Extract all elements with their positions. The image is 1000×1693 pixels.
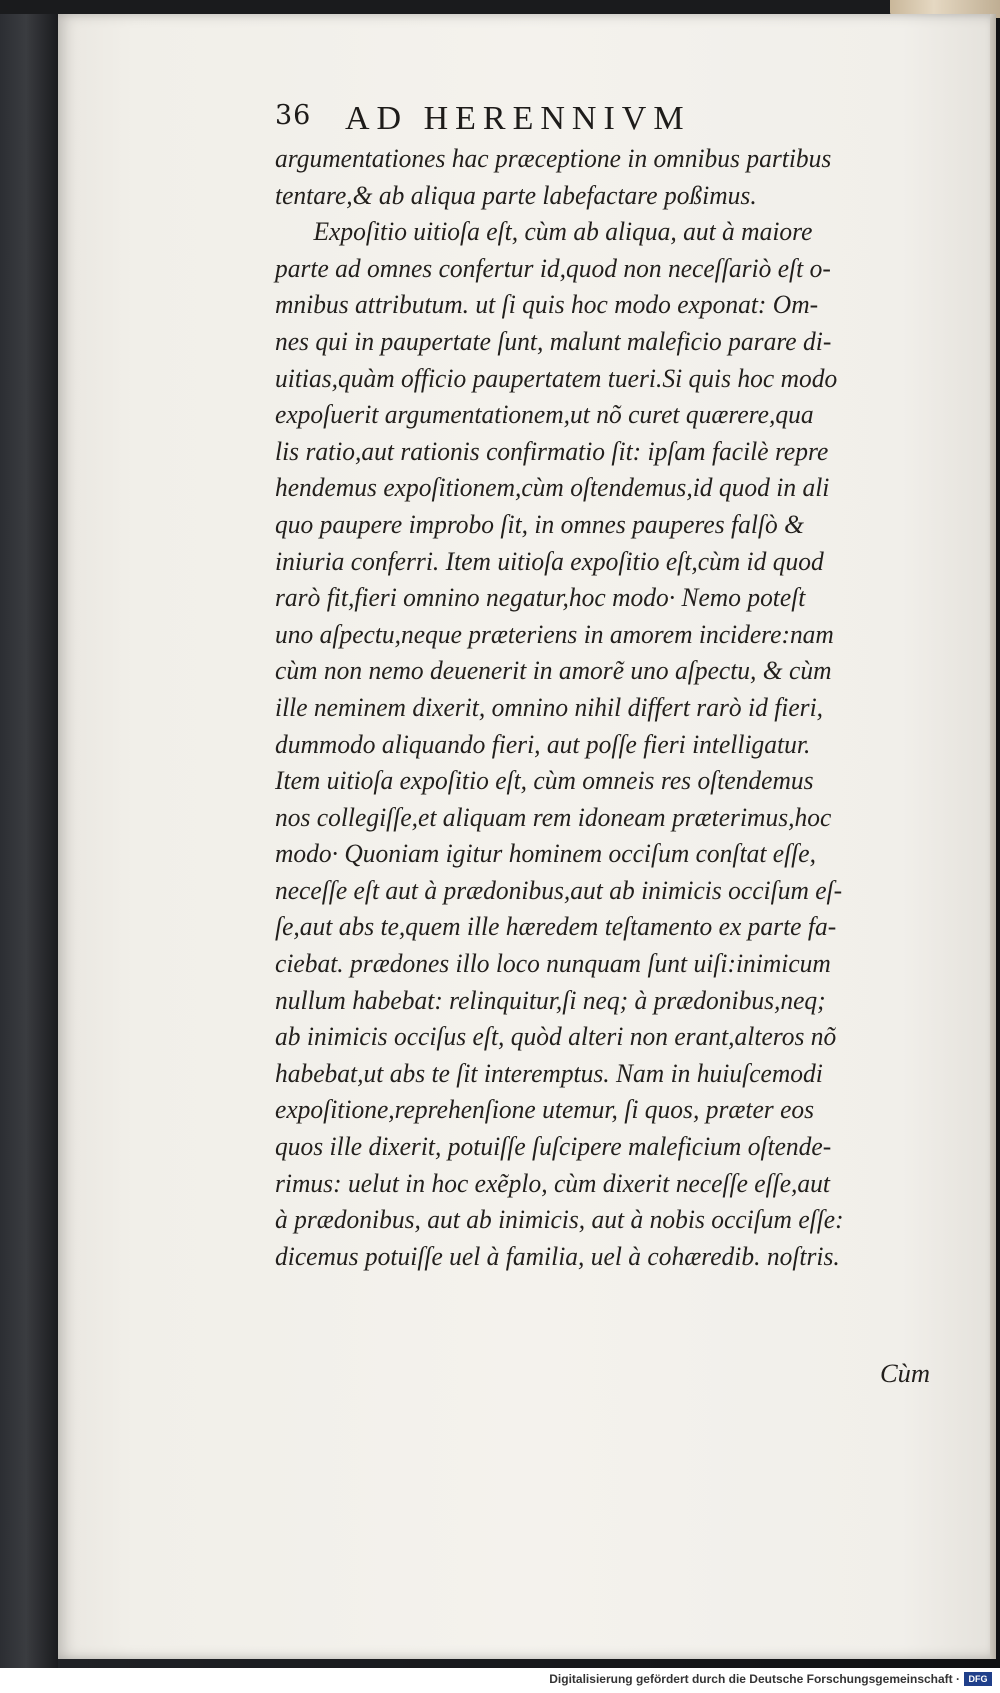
text-line: dummodo aliquando fieri, aut poſſe fieri intelligatur.: [275, 728, 811, 759]
text-line: mnibus attributum. ut ſi quis hoc modo exponat: Om-: [275, 289, 819, 320]
running-head: AD HERENNIVM: [345, 100, 691, 137]
text-line: Item uitioſa expoſitio eſt, cùm omneis res oſtendemus: [275, 765, 814, 796]
text-line: hendemus expoſitionem,cùm oſtendemus,id quod in ali: [275, 472, 830, 503]
text-line: nos collegiſſe,et aliquam rem idoneam præterimus,hoc: [275, 801, 832, 832]
page-number: 36: [275, 100, 312, 131]
text-line: cùm non nemo deuenerit in amorẽ uno aſpectu, & cùm: [275, 655, 832, 686]
text-line: ab inimicis occiſus eſt, quòd alteri non erant,alteros nõ: [275, 1021, 837, 1052]
text-line: nes qui in paupertate ſunt, malunt maleficio parare di-: [275, 325, 832, 356]
dfg-logo: DFG: [964, 1672, 992, 1686]
text-line: uno aſpectu,neque præteriens in amorem incidere:nam: [275, 618, 834, 649]
digitization-credit: Digitalisierung gefördert durch die Deutsche Forschungsgemeinschaft ·: [549, 1672, 960, 1686]
text-line: iniuria conferri. Item uitioſa expoſitio eſt,cùm id quod: [275, 545, 824, 576]
text-line: neceſſe eſt aut à prædonibus,aut ab inimicis occiſum eſ-: [275, 874, 843, 905]
text-line: nullum habebat: relinquitur,ſi neq; à prædonibus,neq;: [275, 984, 826, 1015]
scan-top-strip: [0, 0, 1000, 14]
book-spine-edge: [0, 0, 58, 1668]
text-line: ille neminem dixerit, omnino nihil differt rarò id fieri,: [275, 691, 824, 722]
text-line: lis ratio,aut rationis confirmatio ſit: ipſam facilè repre: [275, 435, 829, 466]
text-line: dicemus potuiſſe uel à familia, uel à cohæredib. noſtris.: [275, 1240, 840, 1271]
text-line: quo paupere improbo ſit, in omnes pauperes falſò &: [275, 508, 804, 539]
page-fore-edge: [990, 14, 996, 1659]
text-line: expoſuerit argumentationem,ut nõ curet quærere,qua: [275, 399, 814, 430]
text-line: tentare,& ab aliqua parte labefactare poßimus.: [275, 179, 757, 210]
page-header: [275, 100, 835, 144]
text-line: habebat,ut abs te ſit interemptus. Nam in huiuſcemodi: [275, 1057, 823, 1088]
text-line: modo· Quoniam igitur hominem occiſum conſtat eſſe,: [275, 838, 816, 869]
text-line: rarò fit,fieri omnino negatur,hoc modo· Nemo poteſt: [275, 582, 806, 613]
catchword: Cùm: [880, 1358, 931, 1388]
text-line: expoſitione,reprehenſione utemur, ſi quos, præter eos: [275, 1094, 815, 1125]
text-line: à prædonibus, aut ab inimicis, aut à nobis occiſum eſſe:: [275, 1204, 844, 1235]
text-line: argumentationes hac præceptione in omnibus partibus: [275, 143, 832, 173]
text-line: parte ad omnes confertur id,quod non neceſſariò eſt o-: [275, 252, 831, 283]
text-line: uitias,quàm officio paupertatem tueri.Si quis hoc modo: [275, 362, 838, 393]
text-line: ciebat. prædones illo loco nunquam ſunt uiſi:inimicum: [275, 948, 831, 979]
body-text: [275, 140, 940, 1274]
text-line: rimus: uelut in hoc exẽplo, cùm dixerit neceſſe eſſe,aut: [275, 1167, 830, 1198]
text-line: Expoſitio uitioſa eſt, cùm ab aliqua, aut à maiore: [313, 216, 813, 247]
text-line: quos ille dixerit, potuiſſe ſuſcipere maleficium oſtende-: [275, 1131, 832, 1162]
text-line: ſe,aut abs te,quem ille hæredem teſtamento ex parte fa-: [275, 911, 837, 942]
